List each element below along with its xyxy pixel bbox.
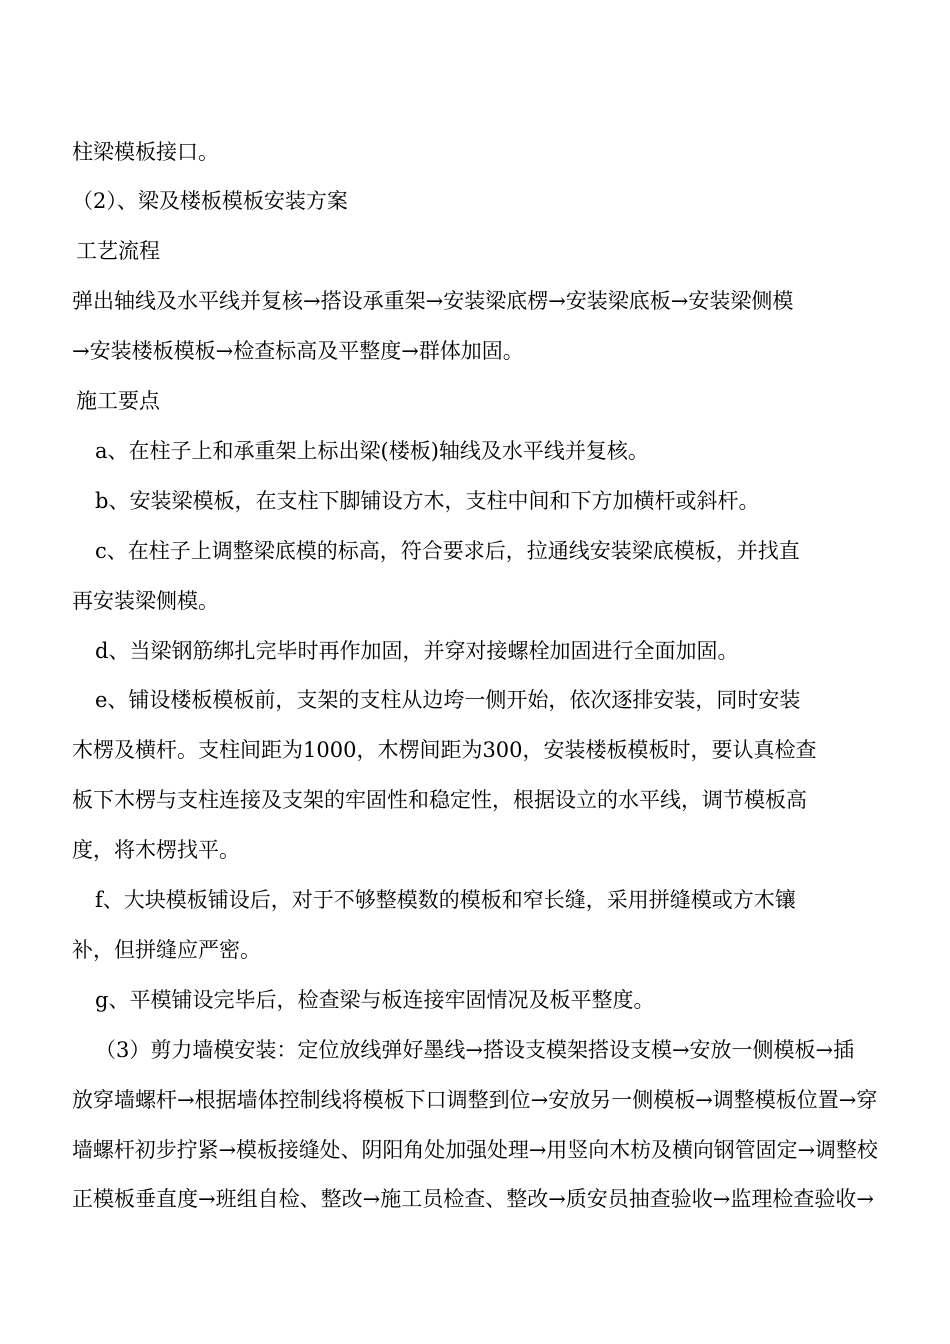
text-item-f-cont: 补，但拼缝应严密。 [72,938,261,962]
section-heading-3: （3）剪力墙模安装：定位放线弹好墨线→搭设支模架搭设支模→安放一侧模板→插 [95,1038,855,1062]
text-item-e-cont-2: 板下木楞与支柱连接及支架的牢固性和稳定性，根据设立的水平线，调节模板高 [72,788,807,812]
text-item-d: d、当梁钢筋绑扎完毕时再作加固，并穿对接螺栓加固进行全面加固。 [95,639,739,663]
text-item-b: b、安装梁模板，在支柱下脚铺设方木，支柱中间和下方加横杆或斜杆。 [95,489,760,513]
text-item-e: e、铺设楼板模板前，支架的支柱从边垮一侧开始，依次逐排安装，同时安装 [95,688,801,712]
text-item-a: a、在柱子上和承重架上标出梁(楼板)轴线及水平线并复核。 [95,439,649,463]
text-item-e-cont-1: 木楞及横杆。支柱间距为1000，木楞间距为300，安装楼板模板时，要认真检查 [72,738,817,762]
text-line-21: 墙螺杆初步拧紧→模板接缝处、阴阳角处加强处理→用竖向木枋及横向钢管固定→调整校 [72,1138,878,1162]
text-item-c: c、在柱子上调整梁底模的标高，符合要求后，拉通线安装梁底模板，并找直 [95,539,800,563]
subheading-process: 工艺流程 [76,239,160,263]
text-line-5: →安装楼板模板→检查标高及平整度→群体加固。 [72,339,524,363]
text-item-c-cont: 再安装梁侧模。 [72,589,219,613]
section-heading-2: （2）、梁及楼板模板安装方案 [72,189,348,213]
text-line-1: 柱梁模板接口。 [72,140,219,164]
text-line-20: 放穿墙螺杆→根据墙体控制线将模板下口调整到位→安放另一侧模板→调整模板位置→穿 [72,1088,878,1112]
subheading-key-points: 施工要点 [76,389,160,413]
text-line-22: 正模板垂直度→班组自检、整改→施工员检查、整改→质安员抽查验收→监理检查验收→ [72,1187,874,1211]
text-line-4: 弹出轴线及水平线并复核→搭设承重架→安装梁底楞→安装梁底板→安装梁侧模 [72,289,794,313]
text-item-f: f、大块模板铺设后，对于不够整模数的模板和窄长缝，采用拼缝模或方木镶 [95,888,796,912]
text-item-e-cont-3: 度，将木楞找平。 [72,838,240,862]
text-item-g: g、平模铺设完毕后，检查梁与板连接牢固情况及板平整度。 [95,988,655,1012]
